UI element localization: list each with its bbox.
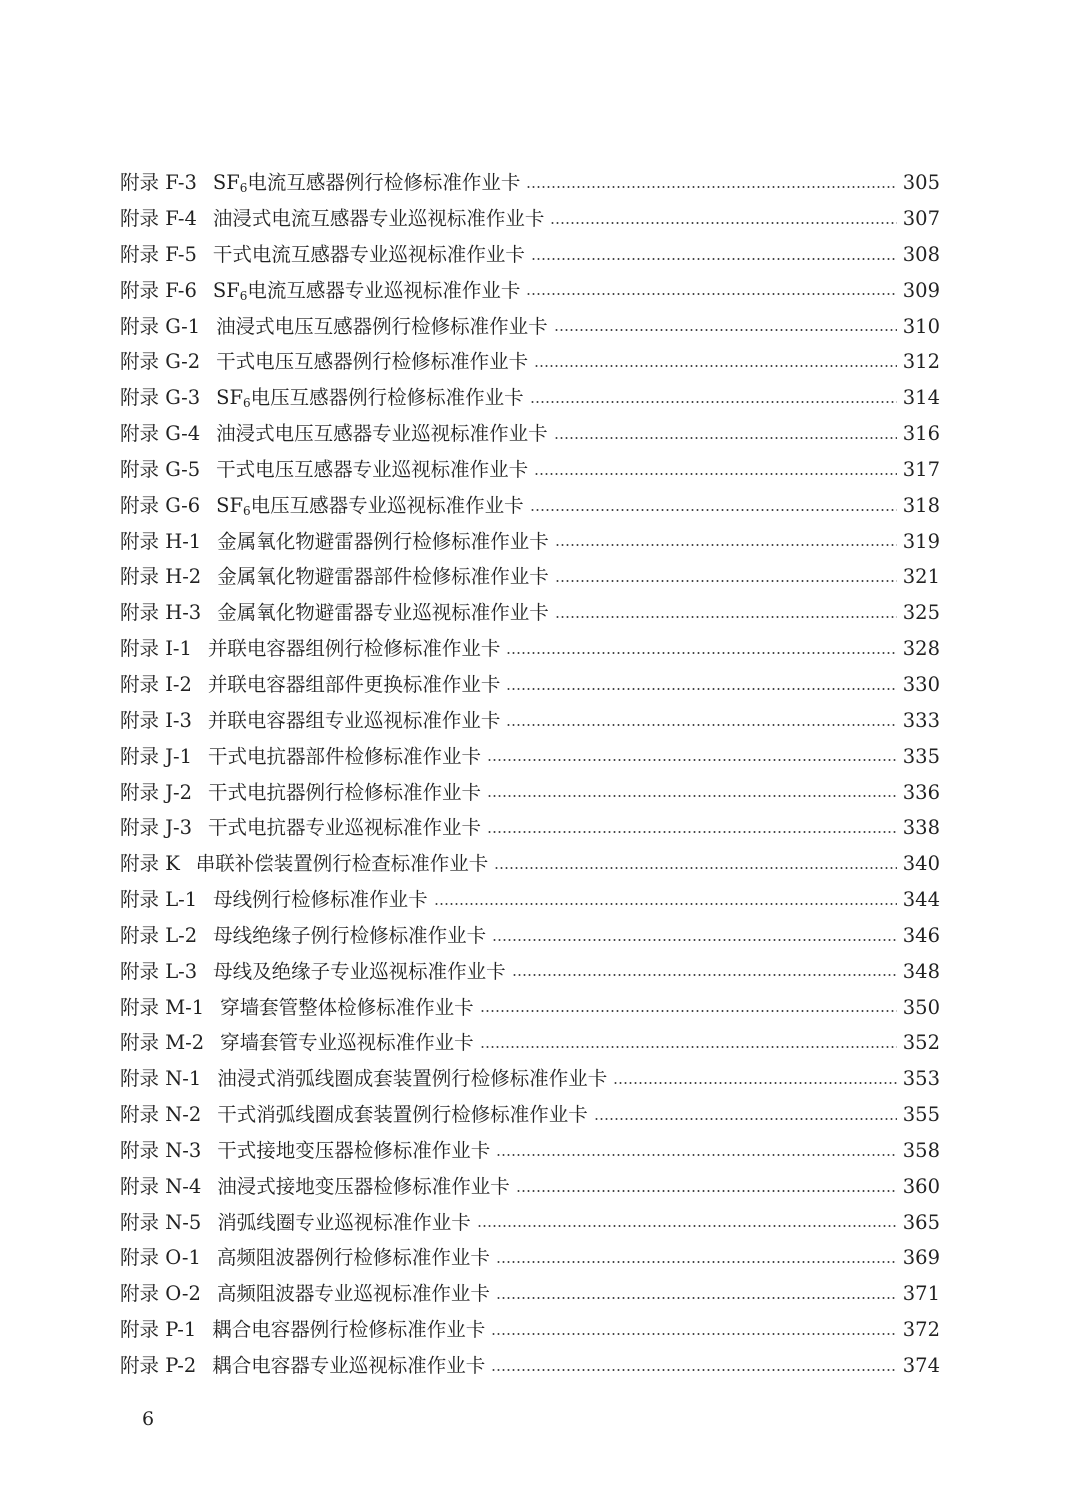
toc-entry[interactable] [120, 810, 940, 846]
toc-entry-title [213, 890, 428, 910]
toc-entry-code: 附录 F-4 [120, 207, 197, 231]
toc-entry-page: 336 [902, 780, 940, 804]
toc-entry-page: 348 [902, 959, 940, 983]
toc-entry-code: 附录 O-1 [120, 1246, 201, 1270]
toc-entry-title-text: 耦合电容器例行检修标准作业卡 [212, 1318, 486, 1342]
toc-entry-title-subscript: 6 [239, 181, 248, 196]
toc-entry[interactable] [120, 882, 940, 918]
toc-entry-page: 372 [902, 1318, 940, 1342]
toc-entry[interactable] [120, 667, 940, 703]
page-number: 6 [142, 1408, 155, 1430]
toc-entry-page: 317 [902, 457, 940, 481]
dot-leader [492, 939, 897, 941]
toc-entry-title-text: 油浸式消弧线圈成套装置例行检修标准作业卡 [217, 1067, 608, 1091]
toc-entry-page: 346 [902, 923, 940, 947]
toc-entry-page: 319 [902, 529, 940, 553]
toc-entry-title-text: 串联补偿装置例行检查标准作业卡 [195, 852, 489, 876]
toc-entry-title [216, 352, 528, 372]
toc-entry-code: 附录 M-1 [120, 995, 205, 1019]
toc-entry-title [212, 1356, 485, 1376]
toc-entry-title-text: 油浸式电压互感器例行检修标准作业卡 [216, 314, 548, 338]
toc-entry-page: 358 [902, 1138, 940, 1162]
toc-entry[interactable] [120, 165, 940, 201]
dot-leader [594, 1118, 897, 1120]
toc-entry-title-text: 消弧线圈专业巡视标准作业卡 [217, 1210, 471, 1234]
dot-leader [613, 1082, 896, 1084]
dot-leader [526, 186, 896, 188]
toc-entry-title [208, 780, 482, 804]
toc-entry-page: 330 [902, 672, 940, 696]
toc-entry-title [212, 1320, 485, 1340]
toc-entry-code: 附录 J-3 [120, 816, 193, 840]
toc-entry-title [212, 171, 521, 196]
toc-entry-title [216, 457, 529, 481]
toc-entry-title [213, 923, 487, 947]
dot-leader [477, 1225, 897, 1227]
toc-entry-title-text: 电压互感器例行检修标准作业卡 [250, 386, 524, 410]
toc-entry-title [216, 386, 524, 411]
toc-entry-code: 附录 G-1 [120, 314, 201, 338]
toc-entry-code: 附录 H-2 [120, 565, 202, 589]
toc-entry-code: 附录 J-1 [120, 744, 193, 768]
toc-entry-title-text: 母线绝缘子例行检修标准作业卡 [213, 923, 487, 947]
toc-entry-title [217, 1284, 490, 1304]
toc-entry[interactable] [120, 1097, 940, 1133]
toc-entry-title-text: 耦合电容器专业巡视标准作业卡 [212, 1354, 486, 1378]
toc-entry-code: 附录 N-2 [120, 1103, 202, 1127]
toc-entry[interactable] [120, 954, 940, 990]
toc-entry-title [216, 314, 548, 338]
toc-entry[interactable] [120, 918, 940, 954]
toc-entry-page: 316 [902, 422, 940, 446]
toc-entry-title-subscript: 6 [243, 503, 251, 518]
dot-leader [496, 1154, 896, 1156]
toc-entry-code: 附录 G-3 [120, 386, 201, 410]
toc-entry-title-text: 高频阻波器专业巡视标准作业卡 [216, 1282, 490, 1306]
toc-entry-page: 305 [902, 171, 940, 195]
toc-entry-title-text: 金属氧化物避雷器专业巡视标准作业卡 [217, 601, 549, 625]
toc-entry-title [217, 1138, 491, 1162]
toc-entry-page: 365 [902, 1210, 940, 1234]
toc-entry[interactable] [120, 1169, 940, 1205]
dot-leader [506, 688, 896, 690]
toc-entry-code: 附录 F-3 [120, 171, 197, 195]
toc-entry[interactable] [120, 1312, 940, 1348]
toc-entry-code: 附录 F-6 [120, 278, 197, 302]
toc-entry-title-prefix: SF [216, 386, 244, 410]
toc-entry-code: 附录 F-5 [120, 242, 197, 266]
toc-entry-title-text: 干式电流互感器专业巡视标准作业卡 [212, 242, 525, 266]
toc-entry-title-text: 油浸式电压互感器专业巡视标准作业卡 [216, 422, 548, 446]
dot-leader [487, 831, 897, 833]
toc-entry-code: 附录 L-2 [120, 923, 198, 947]
dot-leader [491, 1369, 897, 1371]
toc-entry-title [213, 209, 545, 229]
toc-entry-code: 附录 N-4 [120, 1174, 202, 1198]
toc-entry-code: 附录 K [120, 852, 180, 876]
toc-entry-title [208, 818, 481, 838]
dot-leader [554, 437, 897, 439]
toc-entry-title-prefix: SF [216, 493, 244, 517]
toc-entry-title [217, 603, 549, 623]
dot-leader [555, 616, 897, 618]
dot-leader [534, 365, 897, 367]
toc-entry-page: 309 [902, 278, 940, 302]
toc-entry-page: 350 [902, 995, 940, 1019]
toc-entry[interactable] [120, 1061, 940, 1097]
toc-entry-page: 355 [902, 1103, 940, 1127]
toc-entry-code: 附录 P-2 [120, 1354, 197, 1378]
toc-entry-title [207, 708, 501, 732]
toc-entry-page: 321 [902, 565, 940, 589]
toc-entry-page: 328 [902, 637, 940, 661]
toc-entry-page: 374 [902, 1354, 940, 1378]
toc-entry-page: 325 [902, 601, 940, 625]
dot-leader [526, 293, 896, 295]
table-of-contents [120, 165, 940, 1384]
toc-entry-title-prefix: SF [212, 278, 240, 302]
toc-entry-title [217, 567, 549, 587]
toc-entry[interactable] [120, 1133, 940, 1169]
toc-entry[interactable] [120, 273, 940, 309]
toc-entry-title-text: 电流互感器专业巡视标准作业卡 [247, 278, 521, 302]
toc-entry-code: 附录 G-5 [120, 457, 201, 481]
dot-leader [480, 1046, 897, 1048]
toc-entry-title-subscript: 6 [239, 288, 248, 303]
dot-leader [494, 867, 896, 869]
toc-entry-title [217, 1210, 471, 1234]
toc-entry-page: 344 [902, 888, 940, 912]
toc-entry-title-text: 并联电容器组例行检修标准作业卡 [207, 637, 501, 661]
toc-entry[interactable] [120, 1204, 940, 1240]
toc-entry-page: 371 [902, 1282, 940, 1306]
toc-entry-code: 附录 G-2 [120, 350, 201, 374]
toc-entry[interactable] [120, 308, 940, 344]
dot-leader [491, 1333, 897, 1335]
toc-entry-page: 353 [902, 1067, 940, 1091]
dot-leader [555, 580, 897, 582]
toc-entry-code: 附录 I-2 [120, 672, 192, 696]
toc-entry-title-text: 干式电抗器专业巡视标准作业卡 [208, 816, 482, 840]
toc-entry-code: 附录 P-1 [120, 1318, 197, 1342]
toc-entry-title-text: 干式电抗器部件检修标准作业卡 [208, 744, 482, 768]
dot-leader [531, 258, 897, 260]
toc-entry[interactable] [120, 739, 940, 775]
toc-entry-title-text: 干式电抗器例行检修标准作业卡 [208, 780, 482, 804]
toc-entry-title [220, 1033, 474, 1053]
toc-entry[interactable] [120, 452, 940, 488]
toc-entry-code: 附录 L-3 [120, 959, 198, 983]
toc-entry-title [217, 1105, 588, 1125]
toc-entry-title-text: 穿墙套管专业巡视标准作业卡 [220, 1031, 474, 1055]
toc-entry-title [207, 672, 501, 696]
toc-entry-title [213, 959, 506, 983]
toc-entry-code: 附录 J-2 [120, 780, 193, 804]
toc-entry[interactable] [120, 1276, 940, 1312]
toc-entry-title-text: 穿墙套管整体检修标准作业卡 [220, 995, 474, 1019]
toc-entry-title-text: 并联电容器组专业巡视标准作业卡 [207, 708, 501, 732]
toc-entry-code: 附录 O-2 [120, 1282, 201, 1306]
toc-entry-code: 附录 H-3 [120, 601, 202, 625]
dot-leader [496, 1297, 897, 1299]
toc-entry-title [217, 529, 549, 553]
dot-leader [434, 903, 897, 905]
toc-entry-title [217, 1069, 607, 1089]
toc-entry-title-text: 金属氧化物避雷器例行检修标准作业卡 [217, 529, 549, 553]
toc-entry[interactable] [120, 1025, 940, 1061]
toc-entry-title-subscript: 6 [243, 396, 251, 411]
toc-entry-page: 369 [902, 1246, 940, 1270]
dot-leader [554, 329, 897, 331]
toc-entry[interactable] [120, 344, 940, 380]
toc-entry-title-text: 干式电压互感器专业巡视标准作业卡 [216, 457, 529, 481]
toc-entry[interactable] [120, 559, 940, 595]
toc-entry-code: 附录 M-2 [120, 1031, 205, 1055]
toc-entry-page: 310 [902, 314, 940, 338]
toc-entry[interactable] [120, 846, 940, 882]
dot-leader [530, 401, 897, 403]
dot-leader [496, 1261, 897, 1263]
toc-entry-title [220, 995, 474, 1019]
dot-leader [506, 724, 896, 726]
toc-entry-title-text: 油浸式电流互感器专业巡视标准作业卡 [212, 207, 545, 231]
toc-entry[interactable] [120, 488, 940, 524]
toc-entry-code: 附录 N-3 [120, 1138, 202, 1162]
toc-entry-title [212, 242, 525, 266]
dot-leader [487, 759, 897, 761]
toc-entry[interactable] [120, 774, 940, 810]
toc-entry-title-text: 干式电压互感器例行检修标准作业卡 [216, 350, 529, 374]
toc-entry-page: 338 [902, 816, 940, 840]
toc-entry-title-text: 并联电容器组部件更换标准作业卡 [207, 672, 501, 696]
dot-leader [516, 1190, 897, 1192]
toc-entry-page: 312 [902, 350, 940, 374]
dot-leader [534, 473, 897, 475]
toc-entry-title-prefix: SF [212, 171, 240, 195]
toc-entry[interactable] [120, 237, 940, 273]
toc-entry-page: 308 [902, 242, 940, 266]
toc-entry-title-text: 母线及绝缘子专业巡视标准作业卡 [213, 959, 506, 983]
toc-entry-code: 附录 G-4 [120, 422, 201, 446]
toc-entry-title-text: 干式消弧线圈成套装置例行检修标准作业卡 [217, 1103, 588, 1127]
toc-entry[interactable] [120, 1240, 940, 1276]
toc-entry-code: 附录 N-1 [120, 1067, 202, 1091]
toc-entry-title-text: 干式接地变压器检修标准作业卡 [217, 1138, 491, 1162]
toc-entry-page: 340 [902, 852, 940, 876]
toc-entry[interactable] [120, 703, 940, 739]
toc-entry[interactable] [120, 595, 940, 631]
toc-entry[interactable] [120, 1348, 940, 1384]
toc-entry[interactable] [120, 380, 940, 416]
toc-entry-code: 附录 N-5 [120, 1210, 202, 1234]
toc-entry-title-text: 金属氧化物避雷器部件检修标准作业卡 [217, 565, 549, 589]
dot-leader [512, 974, 897, 976]
dot-leader [530, 509, 897, 511]
toc-entry-title-text: 电流互感器例行检修标准作业卡 [247, 171, 521, 195]
dot-leader [550, 222, 896, 224]
dot-leader [506, 652, 896, 654]
toc-entry-page: 314 [902, 386, 940, 410]
toc-entry[interactable] [120, 416, 940, 452]
toc-entry[interactable] [120, 631, 940, 667]
toc-entry-code: 附录 I-3 [120, 708, 192, 732]
toc-entry-code: 附录 L-1 [120, 888, 198, 912]
toc-entry-title [216, 424, 548, 444]
toc-entry[interactable] [120, 201, 940, 237]
toc-entry-page: 352 [902, 1031, 940, 1055]
toc-entry[interactable] [120, 523, 940, 559]
dot-leader [555, 544, 897, 546]
toc-entry-title [217, 1174, 510, 1198]
toc-entry-title [217, 1248, 490, 1268]
toc-entry-page: 360 [902, 1174, 940, 1198]
toc-entry-title [208, 639, 501, 659]
dot-leader [487, 795, 897, 797]
toc-entry-title-text: 母线例行检修标准作业卡 [213, 888, 428, 912]
toc-entry[interactable] [120, 989, 940, 1025]
toc-entry-code: 附录 H-1 [120, 529, 202, 553]
toc-entry-title [208, 744, 482, 768]
toc-entry-title [196, 854, 489, 874]
toc-entry-title [212, 278, 521, 303]
toc-entry-page: 333 [902, 708, 940, 732]
toc-entry-title-text: 高频阻波器例行检修标准作业卡 [216, 1246, 490, 1270]
toc-entry-page: 307 [902, 207, 940, 231]
toc-entry-title [216, 493, 524, 518]
toc-entry-page: 318 [902, 493, 940, 517]
toc-entry-page: 335 [902, 744, 940, 768]
toc-entry-title-text: 电压互感器专业巡视标准作业卡 [250, 493, 524, 517]
toc-entry-code: 附录 G-6 [120, 493, 201, 517]
toc-entry-title-text: 油浸式接地变压器检修标准作业卡 [217, 1174, 510, 1198]
dot-leader [480, 1010, 897, 1012]
toc-entry-code: 附录 I-1 [120, 637, 192, 661]
